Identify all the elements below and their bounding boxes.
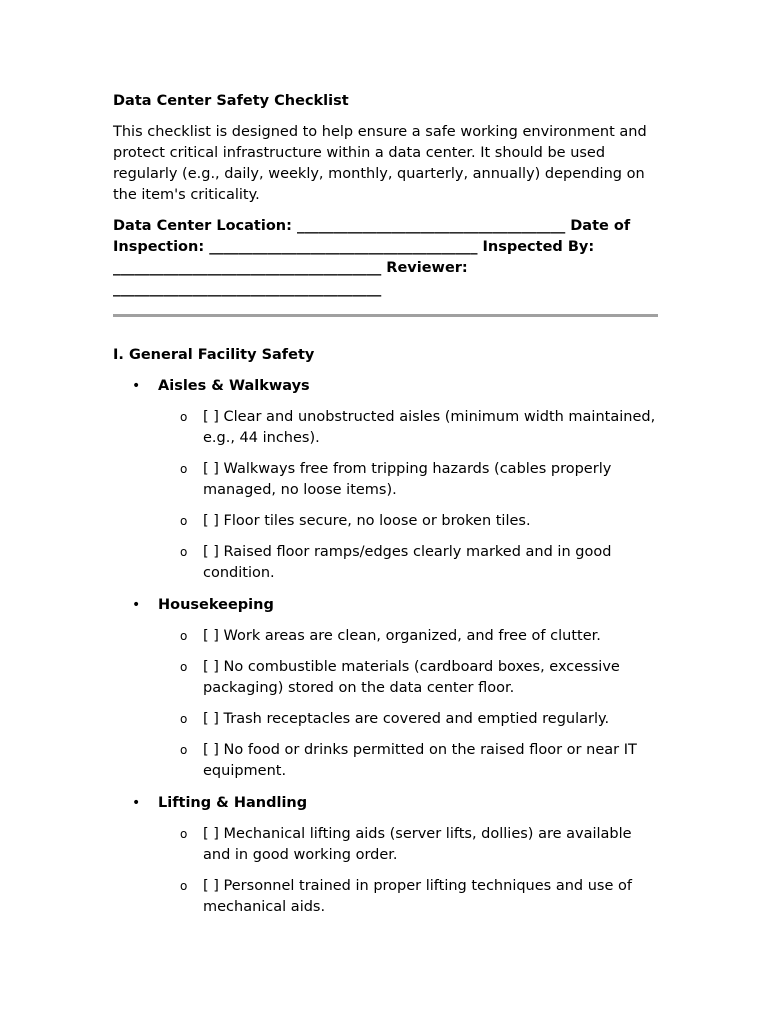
intro-paragraph: This checklist is designed to help ensure a safe working environment and protect critical infrastructure within a data center. It should be used regularly (e.g., daily, weekly, monthly, quarterly, annually) depending on the item's criticality. — [113, 124, 647, 203]
checklist-group-aisles-walkways — [113, 376, 658, 584]
checklist-item-text: [ ] Walkways free from tripping hazards (cables properly managed, no loose items). — [203, 461, 612, 498]
sub-bullet-icon: o — [180, 827, 188, 841]
checklist-item-text: [ ] No food or drinks permitted on the raised floor or near IT equipment. — [203, 742, 637, 779]
document-content — [113, 91, 658, 929]
group-title: Housekeeping — [158, 597, 274, 613]
checklist-groups — [113, 376, 658, 918]
sub-bullet-icon: o — [180, 629, 188, 643]
sub-bullet-icon: o — [180, 712, 188, 726]
checklist-item — [158, 407, 658, 449]
checklist-item — [158, 824, 658, 866]
group-title: Aisles & Walkways — [158, 378, 310, 394]
checklist-item — [158, 709, 658, 730]
checklist-items — [158, 407, 658, 584]
checklist-item — [158, 511, 658, 532]
checklist-item — [158, 740, 658, 782]
checklist-item-text: [ ] Mechanical lifting aids (server lifts, dollies) are available and in good working order. — [203, 826, 632, 863]
checklist-group-lifting-handling — [113, 793, 658, 918]
checklist-item-text: [ ] Work areas are clean, organized, and free of clutter. — [203, 628, 601, 644]
checklist-item — [158, 542, 658, 584]
checklist-item-text: [ ] Trash receptacles are covered and emptied regularly. — [203, 711, 610, 727]
bullet-icon: • — [132, 795, 141, 811]
group-title: Lifting & Handling — [158, 795, 308, 811]
horizontal-divider — [113, 314, 658, 317]
checklist-item — [158, 459, 658, 501]
checklist-item-text: [ ] Clear and unobstructed aisles (minimum width maintained, e.g., 44 inches). — [203, 409, 656, 446]
checklist-item-text: [ ] Floor tiles secure, no loose or broken tiles. — [203, 513, 531, 529]
sub-bullet-icon: o — [180, 462, 188, 476]
sub-bullet-icon: o — [180, 514, 188, 528]
sub-bullet-icon: o — [180, 743, 188, 757]
sub-bullet-icon: o — [180, 410, 188, 424]
checklist-item — [158, 876, 658, 918]
checklist-item — [158, 626, 658, 647]
sub-bullet-icon: o — [180, 879, 188, 893]
document-title: Data Center Safety Checklist — [113, 93, 349, 109]
inspection-fields: Data Center Location: _____________________________________ Date of Inspection: _____________________________________ Inspected By: _____________________________________ Reviewer: _____________________________________ — [113, 218, 631, 297]
checklist-group-housekeeping — [113, 595, 658, 782]
bullet-icon: • — [132, 597, 141, 613]
checklist-item-text: [ ] No combustible materials (cardboard boxes, excessive packaging) stored on the data center floor. — [203, 659, 620, 696]
checklist-item-text: [ ] Personnel trained in proper lifting techniques and use of mechanical aids. — [203, 878, 632, 915]
sub-bullet-icon: o — [180, 545, 188, 559]
checklist-items — [158, 824, 658, 918]
checklist-items — [158, 626, 658, 782]
checklist-item — [158, 657, 658, 699]
section-heading: I. General Facility Safety — [113, 347, 315, 363]
sub-bullet-icon: o — [180, 660, 188, 674]
checklist-item-text: [ ] Raised floor ramps/edges clearly marked and in good condition. — [203, 544, 612, 581]
bullet-icon: • — [132, 378, 141, 394]
